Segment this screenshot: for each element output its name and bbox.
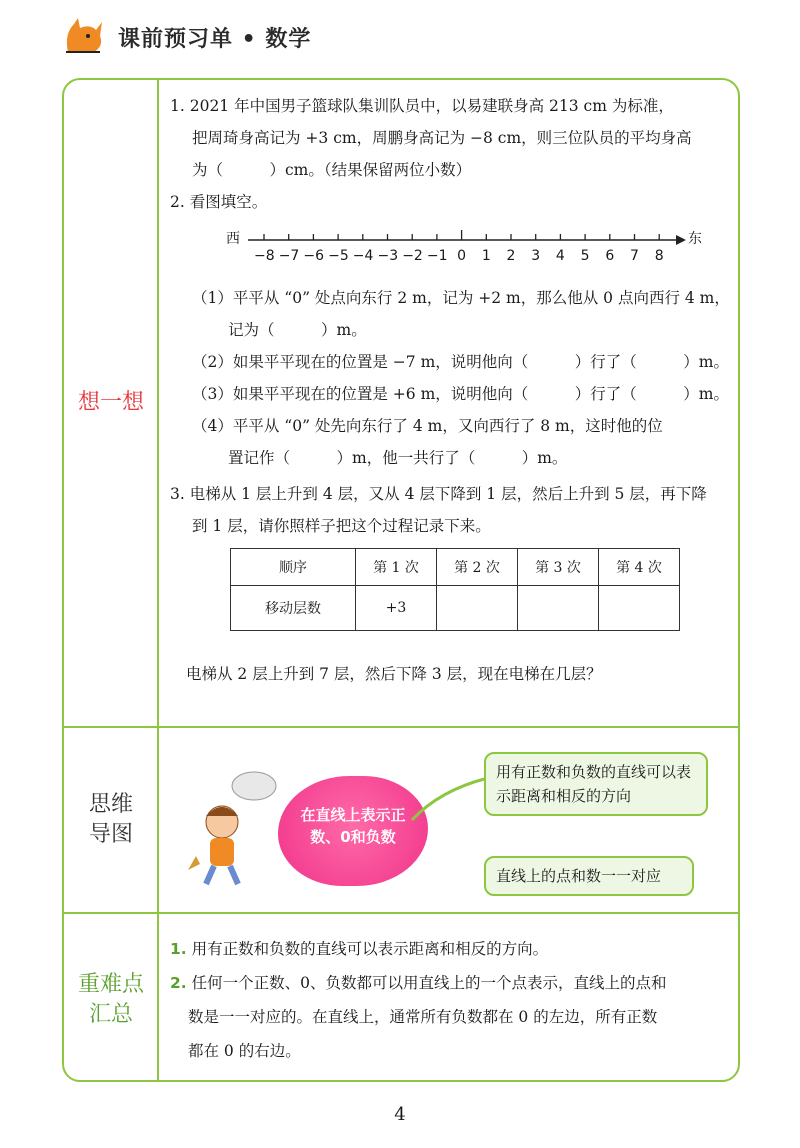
tick-label: 0 [457, 248, 467, 264]
table-cell-blank[interactable] [518, 586, 599, 631]
tick-label: −2 [402, 248, 423, 264]
mindmap-box-2: 直线上的点和数一一对应 [484, 856, 694, 896]
q2-item-2: （2）如果平平现在的位置是 −7 m，说明他向（ ）行了（ ）m。 [192, 353, 729, 371]
child-illustration-icon [176, 760, 286, 890]
q1-line-3: 为（ ）cm。（结果保留两位小数） [192, 161, 472, 179]
tick-label: 2 [506, 248, 516, 264]
tick-label: 4 [555, 248, 565, 264]
tick-label: −1 [426, 248, 448, 264]
table-cell: 第 3 次 [518, 549, 599, 586]
tick-label: −8 [254, 248, 275, 264]
summary-item-1: 1. 用有正数和负数的直线可以表示距离和相反的方向。 [170, 940, 549, 958]
west-label: 西 [226, 231, 240, 247]
summary-item-2: 2. 任何一个正数、0、负数都可以用直线上的一个点表示，直线上的点和 [170, 974, 667, 992]
tick-label: −3 [377, 248, 399, 264]
q2-item-4a: （4）平平从 “0” 处先向东行了 4 m，又向西行了 8 m，这时他的位 [192, 417, 663, 435]
section-label-mindmap: 思维 导图 [88, 792, 133, 847]
tick-label: 7 [630, 248, 639, 264]
table-row [231, 586, 680, 631]
tick-label: 3 [531, 248, 541, 264]
page-header [60, 14, 360, 60]
arrow-right-icon [676, 235, 686, 245]
q2-item-3: （3）如果平平现在的位置是 +6 m，说明他向（ ）行了（ ）m。 [192, 385, 729, 403]
tick-label: 8 [654, 248, 664, 264]
summary-item-2-line-3: 都在 0 的右边。 [188, 1042, 301, 1060]
q3-line-2: 到 1 层，请你照样子把这个过程记录下来。 [192, 517, 491, 535]
number-line [226, 222, 726, 272]
section-label-think: 想一想 [77, 390, 144, 415]
frame-divider-vertical [157, 80, 159, 1080]
mindmap-box-1: 用有正数和负数的直线可以表示距离和相反的方向 [484, 752, 708, 816]
table-cell-blank[interactable] [437, 586, 518, 631]
q2-item-1a: （1）平平从 “0” 处点向东行 2 m，记为 +2 m，那么他从 0 点向西行 4 m， [192, 289, 730, 307]
frame-divider-2 [64, 912, 738, 914]
table-header-row [231, 549, 680, 586]
table-cell: 移动层数 [231, 586, 356, 631]
tick-label: −5 [328, 248, 349, 264]
table-cell: 第 1 次 [356, 549, 437, 586]
q1-line-2: 把周琦身高记为 +3 cm，周鹏身高记为 −8 cm，则三位队员的平均身高 [192, 129, 692, 147]
fox-logo-icon [60, 14, 106, 60]
summary-item-2-line-2: 数是一一对应的。在直线上，通常所有负数都在 0 的左边，所有正数 [188, 1008, 658, 1026]
q2-item-1b: 记为（ ）m。 [228, 321, 367, 339]
q3-line-1: 3. 电梯从 1 层上升到 4 层，又从 4 层下降到 1 层，然后上升到 5 层，再下降 [170, 485, 707, 503]
q2-item-4b: 置记作（ ）m，他一共行了（ ）m。 [228, 449, 568, 467]
frame-divider-1 [64, 726, 738, 728]
header-title: 课前预习单 • 数学 [118, 27, 312, 52]
page-number: 4 [394, 1104, 406, 1125]
tick-label: 6 [605, 248, 615, 264]
tick-label: −6 [303, 248, 325, 264]
table-cell: 第 2 次 [437, 549, 518, 586]
tick-label: 5 [580, 248, 590, 264]
tick-label: 1 [481, 248, 491, 264]
east-label: 东 [688, 231, 702, 247]
table-cell: 顺序 [231, 549, 356, 586]
q1-line-1: 1. 2021 年中国男子篮球队集训队员中，以易建联身高 213 cm 为标准， [170, 97, 674, 115]
q2-title: 2. 看图填空。 [170, 193, 268, 211]
mindmap-center-text: 在直线上表示正数、0和负数 [300, 806, 406, 846]
table-cell-blank[interactable] [599, 586, 680, 631]
table-cell: +3 [356, 586, 437, 631]
elevator-table [230, 548, 680, 631]
mindmap-connector [410, 770, 490, 830]
q3-followup: 电梯从 2 层上升到 7 层，然后下降 3 层，现在电梯在几层？ [186, 665, 602, 683]
section-label-summary: 重难点 汇总 [77, 972, 144, 1027]
table-cell: 第 4 次 [599, 549, 680, 586]
tick-label: −7 [278, 248, 300, 264]
tick-label: −4 [352, 248, 374, 264]
number-line-axis [226, 222, 726, 272]
